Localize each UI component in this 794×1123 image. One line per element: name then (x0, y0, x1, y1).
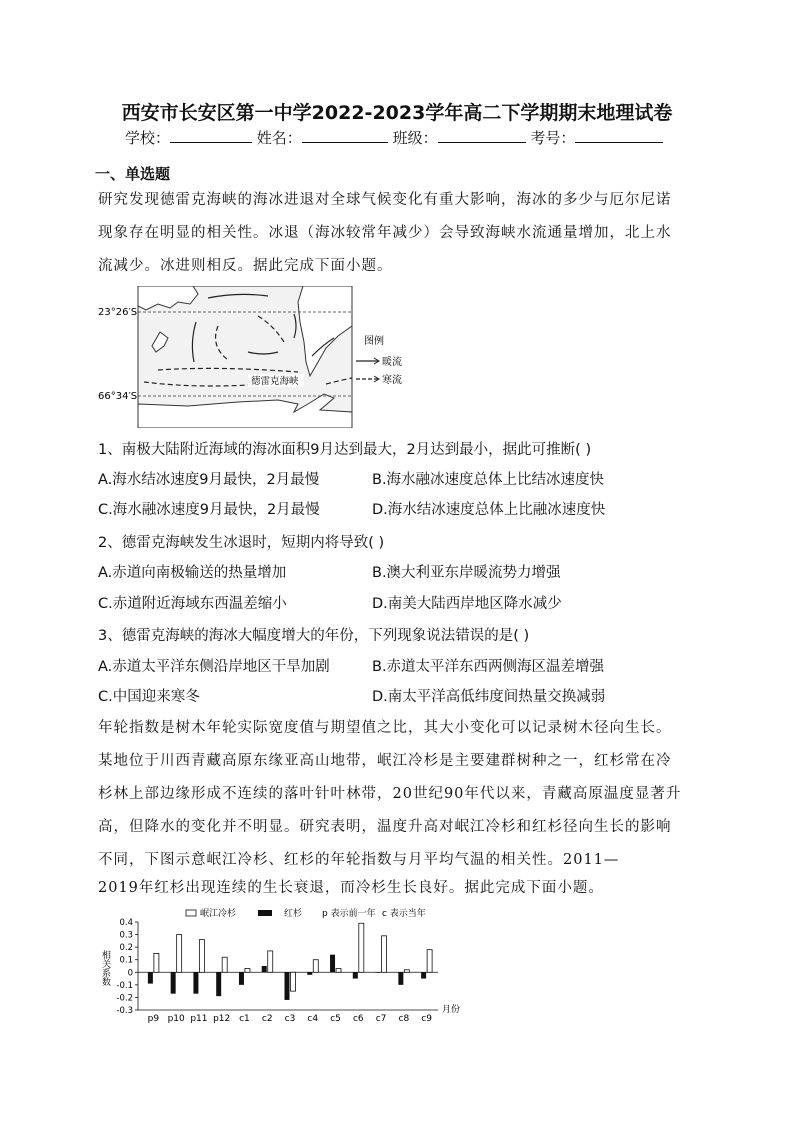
exam-number-label: 考号： (530, 129, 576, 147)
y-tick-label: 0.1 (119, 955, 133, 966)
x-tick-label: c1 (239, 1014, 250, 1024)
exam-number-field[interactable] (575, 128, 663, 143)
school-field[interactable] (170, 128, 252, 143)
legend-series1-label: 岷江冷杉 (200, 909, 237, 919)
bar-hongshan-c1 (239, 972, 244, 985)
latitude-label-bottom: 66°34′S (98, 391, 138, 402)
question-1-option-a[interactable]: A.海水结冰速度9月最快，2月最慢 (98, 472, 320, 488)
chart-bars (148, 923, 432, 1000)
passage1-line: 现象存在明显的相关性。冰退（海冰较常年减少）会导致海峡水流通量增加，北上水 (98, 225, 672, 241)
bar-minjiang-c2 (268, 951, 273, 972)
y-tick-label: 0.4 (119, 918, 133, 928)
question-3-option-a[interactable]: A.赤道太平洋东侧沿岸地区干旱加剧 (98, 659, 330, 675)
x-tick-label: c6 (352, 1014, 364, 1024)
bar-hongshan-c8 (398, 972, 403, 985)
question-2-option-a[interactable]: A.赤道向南极输送的热量增加 (98, 565, 287, 581)
student-info-row (125, 127, 663, 148)
passage1-line: 研究发现德雷克海峡的海冰进退对全球气候变化有重大影响，海冰的多少与厄尔尼诺 (98, 192, 672, 208)
x-tick-label: p10 (167, 1014, 185, 1024)
x-tick-label: c9 (421, 1014, 432, 1024)
bar-minjiang-c1 (245, 969, 250, 973)
y-tick-label: -0.1 (116, 980, 133, 991)
question-3-option-d[interactable]: D.南太平洋高低纬度间热量交换减弱 (372, 689, 606, 705)
bar-minjiang-c3 (291, 972, 296, 991)
bar-minjiang-c5 (336, 969, 341, 973)
y-tick-label: 0 (127, 968, 133, 979)
bar-hongshan-c7 (376, 972, 381, 973)
legend-note-c: c 表示当年 (382, 909, 426, 919)
passage2-line: 年轮指数是树木年轮实际宽度值与期望值之比，其大小变化可以记录树木径向生长。 (98, 720, 672, 736)
page-title: 西安市长安区第一中学2022-2023学年高二下学期期末地理试卷 (121, 102, 673, 124)
legend-series2-label: 红杉 (284, 909, 303, 919)
legend-series1-swatch (186, 910, 196, 916)
question-1-option-b[interactable]: B.海水融冰速度总体上比结冰速度快 (372, 472, 605, 488)
question-2-option-b[interactable]: B.澳大利亚东岸暖流势力增强 (372, 565, 561, 581)
school-label: 学校： (125, 129, 171, 147)
bar-hongshan-p12 (216, 972, 221, 996)
bar-minjiang-p11 (199, 940, 204, 973)
question-3-option-b[interactable]: B.赤道太平洋东西两侧海区温差增强 (372, 659, 605, 675)
class-field[interactable] (438, 128, 526, 143)
question-3-option-c[interactable]: C.中国迎来寒冬 (98, 689, 200, 705)
y-tick-label: -0.2 (116, 993, 133, 1004)
bar-minjiang-c8 (404, 970, 409, 973)
passage2-line: 2019年红杉出现连续的生长衰退，而冷杉生长良好。据此完成下面小题。 (98, 880, 604, 896)
bar-hongshan-p10 (171, 972, 176, 993)
legend-series2-swatch (258, 910, 272, 916)
bar-hongshan-c9 (421, 972, 426, 978)
bar-minjiang-p12 (222, 957, 227, 972)
legend-note-p: p 表示前一年 (322, 909, 376, 919)
question-2-option-d[interactable]: D.南美大陆西岸地区降水减少 (372, 596, 562, 612)
x-tick-label: c4 (307, 1014, 319, 1024)
question-1-option-c[interactable]: C.海水融冰速度9月最快，2月最慢 (98, 502, 320, 518)
bar-minjiang-p9 (154, 953, 159, 972)
x-tick-label: c7 (375, 1014, 387, 1024)
question-2-stem: 2、德雷克海峡发生冰退时，短期内将导致( ) (98, 535, 385, 551)
bar-minjiang-c9 (427, 950, 432, 973)
question-2-option-c[interactable]: C.赤道附近海域东西温差缩小 (98, 596, 287, 612)
legend-title: 图例 (364, 336, 384, 347)
chart-ylabel: 相关系数 (100, 950, 110, 986)
x-tick-label: p11 (190, 1014, 208, 1024)
bar-hongshan-c3 (285, 972, 290, 1000)
bar-hongshan-c6 (353, 972, 358, 978)
x-tick-label: c8 (398, 1014, 410, 1024)
x-tick-label: c5 (330, 1014, 341, 1024)
y-tick-label: -0.3 (116, 1006, 133, 1016)
latitude-label-top: 23°26′S (98, 307, 138, 318)
bar-minjiang-c6 (359, 923, 364, 972)
passage2-line: 某地位于川西青藏高原东缘亚高山地带，岷江冷杉是主要建群树种之一，红杉常在冷 (98, 753, 672, 769)
section-title: 一、单选题 (95, 165, 171, 183)
bar-hongshan-c2 (262, 966, 267, 972)
bar-minjiang-p10 (177, 935, 182, 973)
passage2-line: 不同，下图示意岷江冷杉、红杉的年轮指数与月平均气温的相关性。2011— (98, 852, 620, 868)
bar-hongshan-c4 (307, 972, 312, 975)
bar-hongshan-c5 (330, 955, 335, 973)
x-tick-label: p12 (213, 1014, 231, 1024)
tree-ring-correlation-chart (98, 898, 478, 1033)
y-tick-label: 0.2 (119, 943, 133, 954)
bar-minjiang-c4 (313, 960, 318, 973)
bar-hongshan-p11 (193, 972, 198, 993)
legend-cold-label: 寒流 (382, 375, 402, 386)
chart-xlabel: 月份 (442, 1005, 461, 1015)
drake-passage-label: 德雷克海峡 (251, 376, 299, 387)
class-label: 班级： (392, 129, 438, 147)
name-field[interactable] (302, 128, 388, 143)
x-tick-label: c3 (284, 1014, 296, 1024)
x-tick-label: c2 (261, 1014, 273, 1024)
chart-legend (186, 907, 426, 919)
chart-axes (116, 918, 438, 1024)
question-1-stem: 1、南极大陆附近海域的海冰面积9月达到最大，2月达到最小，据此可推断( ) (98, 442, 592, 458)
question-1-option-d[interactable]: D.海水结冰速度总体上比融冰速度快 (372, 502, 606, 518)
passage2-line: 高，但降水的变化并不明显。研究表明，温度升高对岷江冷杉和红杉径向生长的影响 (98, 819, 672, 835)
passage1-line: 流减少。冰进则相反。据此完成下面小题。 (98, 258, 393, 274)
passage2-line: 杉林上部边缘形成不连续的落叶针叶林带，20世纪90年代以来，青藏高原温度显著升 (98, 786, 682, 802)
bar-minjiang-c7 (382, 936, 387, 972)
question-3-stem: 3、德雷克海峡的海冰大幅度增大的年份，下列现象说法错误的是( ) (98, 628, 530, 644)
x-tick-label: p9 (147, 1014, 160, 1024)
y-tick-label: 0.3 (119, 930, 133, 941)
drake-passage-map (98, 286, 428, 428)
name-label: 姓名： (256, 129, 302, 147)
bar-hongshan-p9 (148, 972, 153, 983)
legend-warm-label: 暖流 (382, 357, 402, 368)
